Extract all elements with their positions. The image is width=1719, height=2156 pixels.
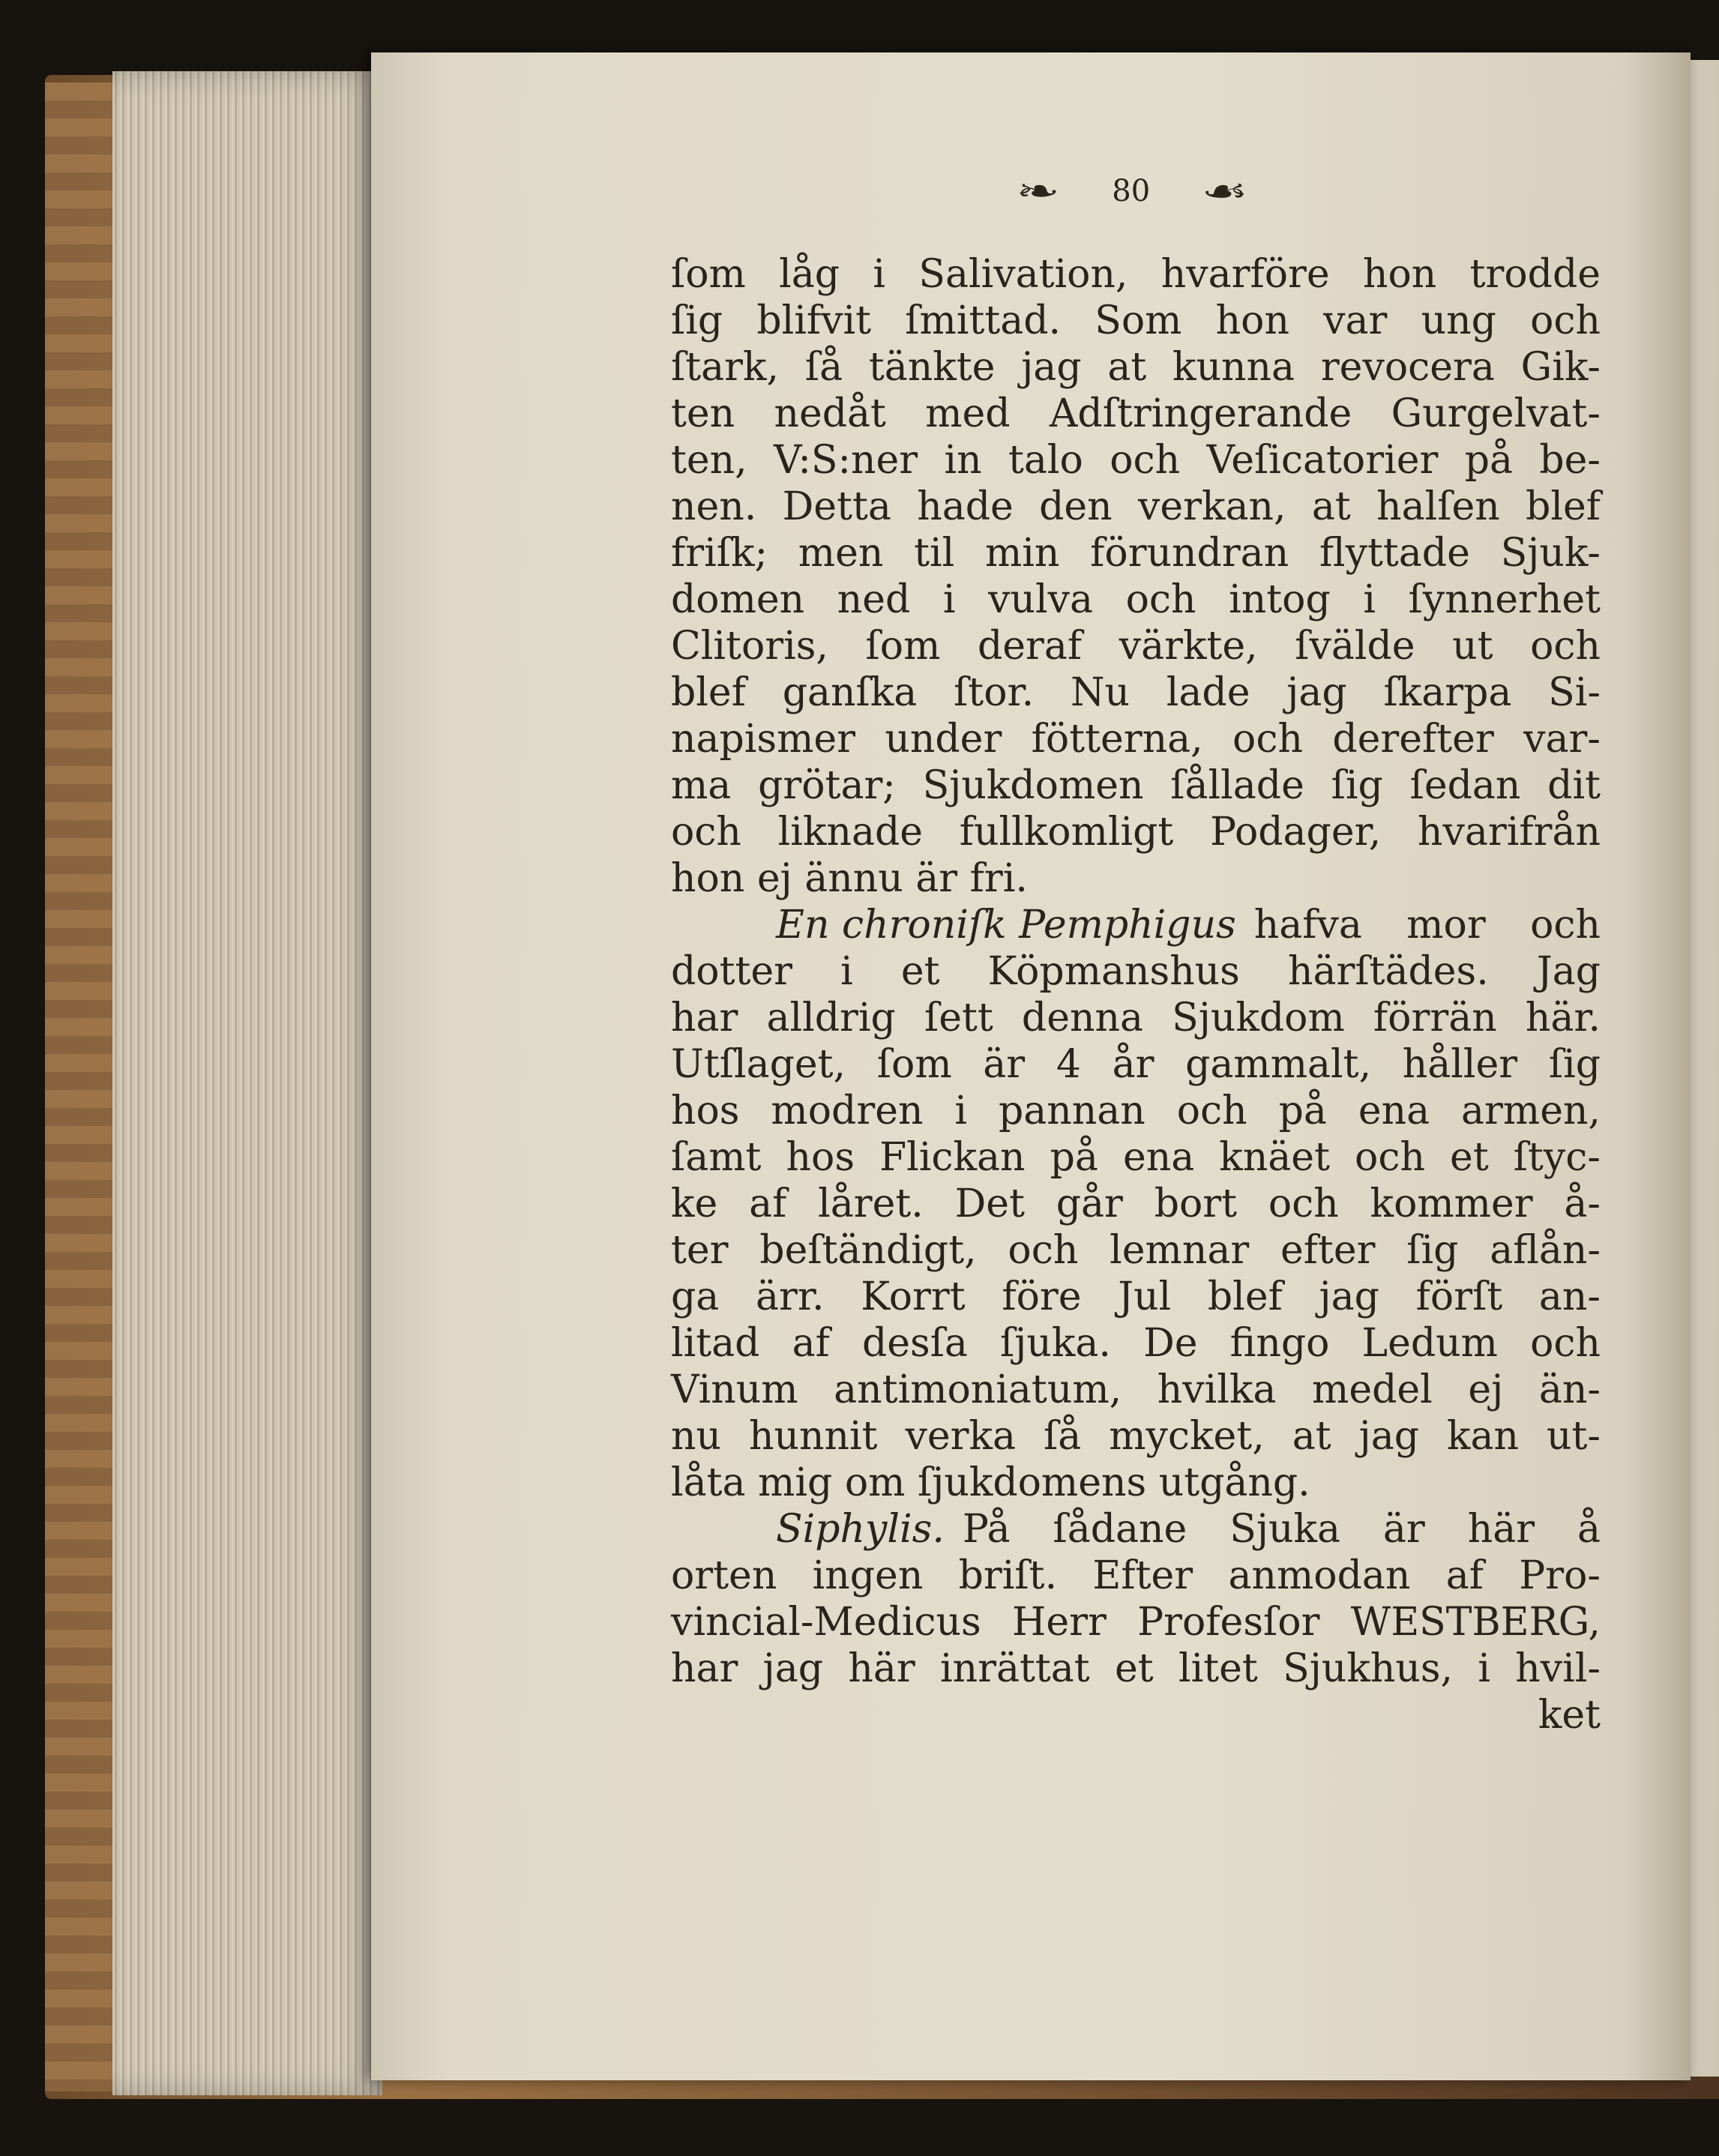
line-text: ket <box>1538 1693 1601 1738</box>
page-number: 80 <box>1112 174 1151 208</box>
text-line <box>671 948 1601 995</box>
text-line <box>671 1413 1601 1460</box>
line-text: Vinum antimoniatum, hvilka medel ej än- <box>671 1367 1601 1412</box>
line-text: ke af låret. Det går bort och kommer å- <box>671 1181 1601 1226</box>
text-line <box>671 855 1601 902</box>
text-line <box>671 995 1601 1041</box>
text-line <box>671 1599 1601 1645</box>
line-text: dotter i et Köpmanshus härſtädes. Jag <box>671 949 1601 994</box>
line-text: ſamt hos Flickan på ena knäet och et ſtyc- <box>671 1135 1601 1180</box>
line-text: litad af desſa ſjuka. De fingo Ledum och <box>671 1321 1601 1366</box>
line-text: På ſådane Sjuka är här å <box>962 1507 1601 1552</box>
text-line <box>671 669 1601 716</box>
text-line <box>671 1506 1601 1553</box>
text-line <box>671 530 1601 576</box>
line-text: ga ärr. Korrt före Jul blef jag förſt an- <box>671 1274 1601 1319</box>
line-text: napismer under fötterna, och derefter var- <box>671 717 1601 762</box>
line-text: ſig blifvit ſmittad. Som hon var ung och <box>671 298 1601 343</box>
text-line <box>671 1367 1601 1413</box>
text-line <box>671 1692 1601 1738</box>
text-line <box>671 251 1601 298</box>
page-body-text <box>671 251 1601 1738</box>
text-line <box>671 809 1601 855</box>
line-text: orten ingen briſt. Efter anmodan af Pro- <box>671 1553 1601 1598</box>
text-line <box>671 576 1601 623</box>
line-text: Utſlaget, ſom är 4 år gammalt, håller ſig <box>671 1042 1601 1087</box>
text-line <box>671 484 1601 530</box>
line-text: nu hunnit verka ſå mycket, at jag kan ut- <box>671 1414 1601 1459</box>
line-text: ſom låg i Salivation, hvarföre hon trodde <box>671 252 1601 297</box>
line-text: hos modren i pannan och på ena armen, <box>671 1088 1601 1133</box>
text-line <box>671 298 1601 344</box>
text-line <box>671 1227 1601 1274</box>
line-text: ter beſtändigt, och lemnar efter ſig aflån- <box>671 1228 1601 1273</box>
text-line <box>671 344 1601 391</box>
text-line <box>671 1553 1601 1599</box>
text-line <box>671 1041 1601 1088</box>
line-text: friſk; men til min förundran flyttade Sjuk- <box>671 531 1601 576</box>
line-text: har alldrig ſett denna Sjukdom förrän här. <box>671 996 1601 1041</box>
text-line <box>671 1274 1601 1320</box>
line-text: blef ganſka ſtor. Nu lade jag ſkarpa Si- <box>671 670 1601 715</box>
left-ornament-icon: ❧ <box>1016 172 1061 211</box>
line-text: hon ej ännu är fri. <box>671 856 1028 901</box>
text-line <box>671 902 1601 948</box>
line-text: ma grötar; Sjukdomen ſållade ſig ſedan dit <box>671 763 1601 808</box>
italic-heading: Siphylis. <box>776 1507 945 1552</box>
text-line <box>671 1645 1601 1692</box>
text-line <box>671 1460 1601 1506</box>
line-text: domen ned i vulva och intog i ſynnerhet <box>671 577 1601 622</box>
text-line <box>671 1134 1601 1181</box>
right-ornament-icon: ☙ <box>1201 172 1249 211</box>
text-line <box>671 762 1601 809</box>
text-line <box>671 1181 1601 1227</box>
line-text: hafva mor och <box>1253 903 1601 948</box>
line-text: låta mig om ſjukdomens utgång. <box>671 1460 1310 1505</box>
line-text: vincial-Medicus Herr Profesſor WESTBERG, <box>671 1600 1601 1645</box>
text-line <box>671 1088 1601 1134</box>
line-text: ten nedåt med Adſtringerande Gurgelvat- <box>671 391 1601 436</box>
line-text: Clitoris, ſom deraf värkte, ſvälde ut och <box>671 624 1601 669</box>
line-text: nen. Detta hade den verkan, at halſen blef <box>671 484 1601 529</box>
text-line <box>671 437 1601 484</box>
page-edges-stack <box>112 71 382 2095</box>
text-line <box>671 391 1601 437</box>
line-text: ten, V:S:ner in talo och Veſicatorier på be- <box>671 438 1601 483</box>
line-text: ſtark, ſå tänkte jag at kunna revocera Gik- <box>671 345 1601 390</box>
italic-heading: En chroniſk Pemphigus <box>776 903 1236 948</box>
text-line <box>671 1320 1601 1367</box>
line-text: har jag här inrättat et litet Sjukhus, i hvil- <box>671 1646 1601 1691</box>
text-line <box>671 716 1601 762</box>
text-line <box>671 623 1601 669</box>
line-text: och liknade fullkomligt Podager, hvarifrån <box>671 810 1601 855</box>
page-header <box>907 169 1357 214</box>
